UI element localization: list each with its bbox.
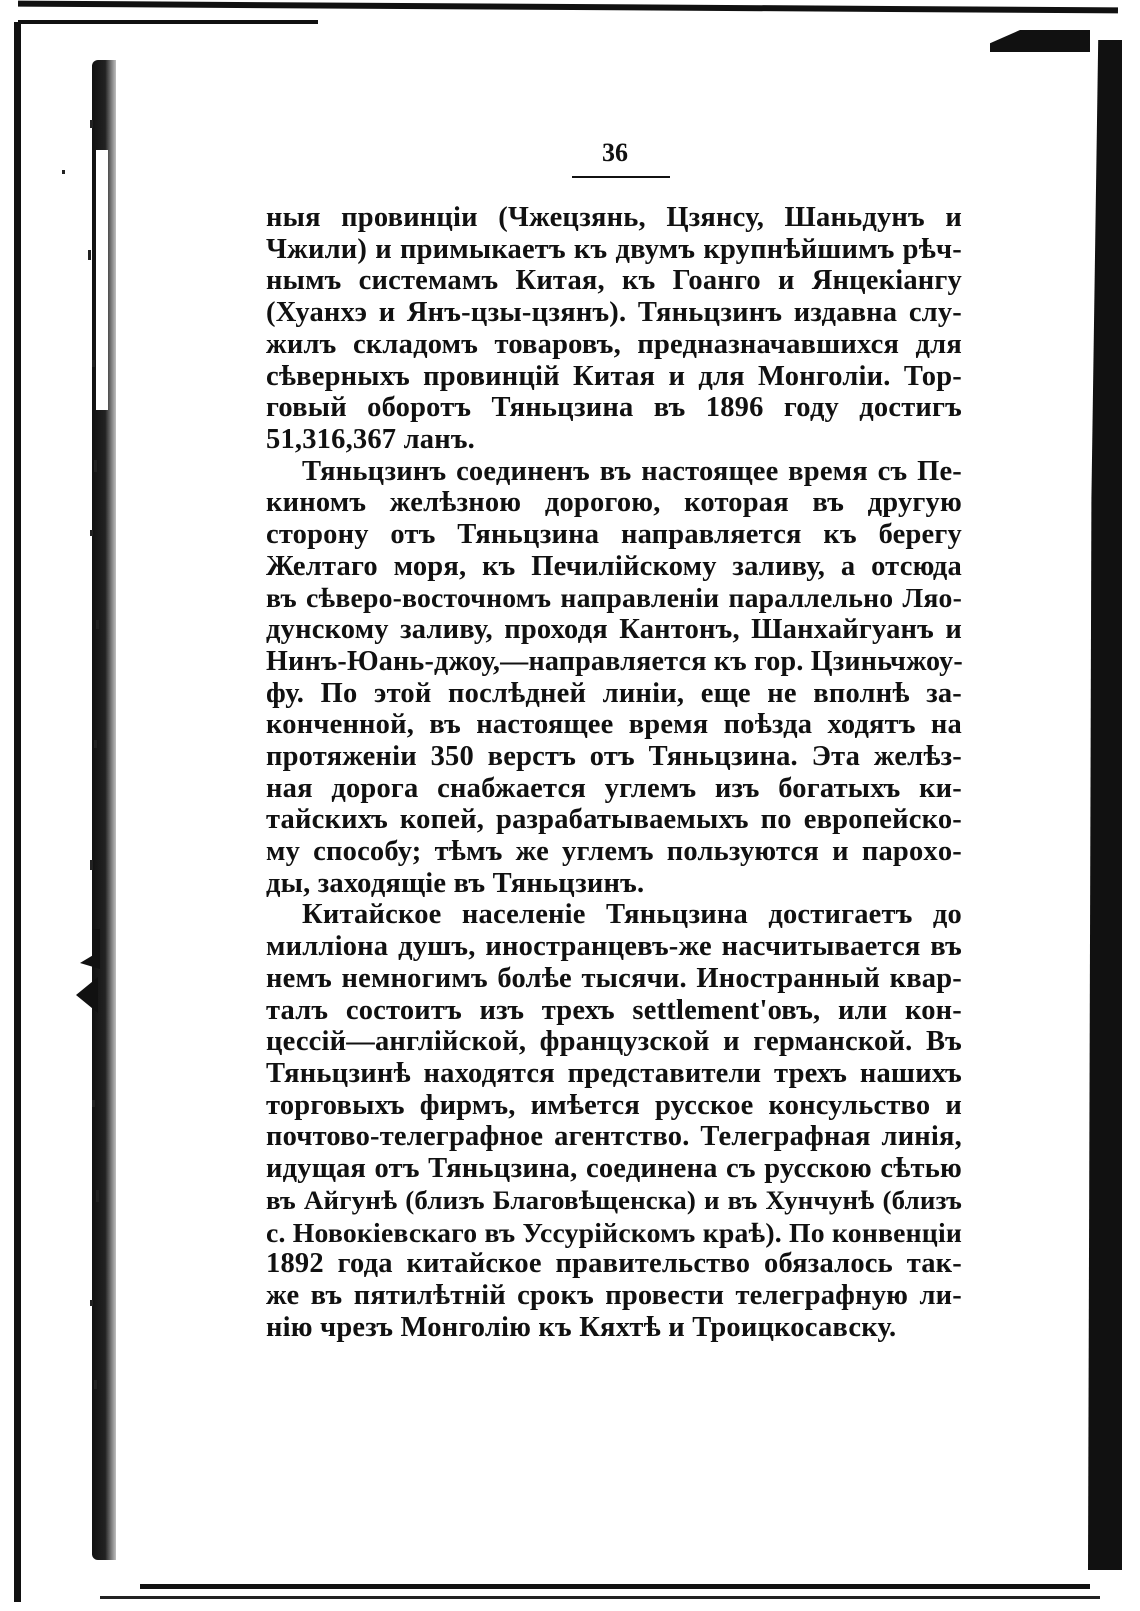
paragraph-1 bbox=[266, 202, 962, 456]
text-line: почтово-телеграфное агентство. Телеграфная линія, bbox=[266, 1121, 962, 1153]
text-line: с. Новокіевскаго въ Уссурійскомъ краѣ). По конвенціи bbox=[266, 1216, 962, 1248]
text-line: Китайское населеніе Тяньцзина достигаетъ до bbox=[302, 899, 962, 931]
text-line: киномъ желѣзною дорогою, которая въ другую bbox=[266, 487, 962, 519]
text-line: немъ немногимъ болѣе тысячи. Иностранный квар- bbox=[266, 962, 962, 994]
text-line: торговыхъ фирмъ, имѣется русское консульство и bbox=[266, 1089, 962, 1121]
scan-edge-bottom bbox=[140, 1584, 1090, 1589]
scan-corner-top-right bbox=[990, 30, 1090, 52]
text-line: талъ состоитъ изъ трехъ settlement'овъ, или кон- bbox=[266, 994, 962, 1026]
scan-edge-right bbox=[1088, 40, 1122, 1570]
text-line: цессій—англійской, французской и германской. Въ bbox=[266, 1026, 962, 1058]
text-line: (Хуанхэ и Янъ-цзы-цзянъ). Тяньцзинъ издавна слу- bbox=[266, 297, 962, 329]
text-line: конченной, въ настоящее время поѣзда ходятъ на bbox=[266, 709, 962, 741]
text-line: Нинъ-Юань-джоу,—направляется къ гор. Цзиньчжоу- bbox=[266, 645, 963, 677]
page-number-rule bbox=[572, 176, 670, 178]
spine-highlight bbox=[96, 150, 108, 410]
text-line: дунскому заливу, проходя Кантонъ, Шанхайгуанъ и bbox=[266, 614, 962, 646]
text-line: фу. По этой послѣдней линіи, еще не вполнѣ за- bbox=[266, 677, 962, 709]
text-line: жилъ складомъ товаровъ, предназначавшихся для bbox=[266, 328, 962, 360]
text-line: говый оборотъ Тяньцзина въ 1896 году достигъ bbox=[266, 392, 962, 424]
text-line: нымъ системамъ Китая, къ Гоанго и Янцекіангу bbox=[266, 265, 962, 297]
page-number: 36 bbox=[602, 138, 628, 167]
text-line: ная дорога снабжается углемъ изъ богатыхъ ки- bbox=[266, 772, 962, 804]
text-line: Чжили) и примыкаетъ къ двумъ крупнѣйшимъ рѣч- bbox=[266, 233, 962, 265]
text-line: 1892 года китайское правительство обязалось так- bbox=[266, 1248, 962, 1280]
text-line: Тяньцзинѣ находятся представители трехъ нашихъ bbox=[266, 1057, 962, 1089]
text-line: протяженіи 350 верстъ отъ Тяньцзина. Эта желѣз- bbox=[266, 740, 962, 772]
body-text bbox=[266, 202, 962, 1343]
paragraph-2 bbox=[266, 456, 962, 900]
text-line: тайскихъ копей, разрабатываемыхъ по европейско- bbox=[266, 804, 962, 836]
text-line: 51,316,367 ланъ. bbox=[266, 423, 475, 455]
scan-edge-top-inner bbox=[18, 20, 318, 24]
text-line: сторону отъ Тяньцзина направляется къ берегу bbox=[266, 519, 962, 551]
margin-pointer-mark bbox=[70, 925, 106, 1015]
text-line: ды, заходящіе въ Тяньцзинъ. bbox=[266, 867, 645, 899]
margin-specks bbox=[50, 100, 90, 1400]
text-line: милліона душъ, иностранцевъ-же насчитывается въ bbox=[266, 931, 962, 963]
text-line: нію чрезъ Монголію къ Кяхтѣ и Троицкосавску. bbox=[266, 1311, 897, 1343]
scan-edge-bottom-outer bbox=[100, 1596, 1100, 1599]
paragraph-3 bbox=[266, 899, 962, 1343]
text-line: му способу; тѣмъ же углемъ пользуются и пароxо- bbox=[266, 836, 962, 868]
text-line: идущая отъ Тяньцзина, соединена съ русскою сѣтью bbox=[266, 1153, 962, 1185]
text-line: ныя провинціи (Чжецзянь, Цзянсу, Шаньдунъ и bbox=[266, 202, 962, 233]
text-line: Тяньцзинъ соединенъ въ настоящее время съ Пе- bbox=[302, 455, 962, 487]
text-line: сѣверныхъ провинцій Китая и для Монголіи. Тор- bbox=[266, 360, 962, 392]
text-line: Желтаго моря, къ Печилійскому заливу, а отсюда bbox=[266, 550, 962, 582]
scan-edge-left bbox=[14, 22, 21, 1602]
text-line: въ сѣверо-восточномъ направленіи параллельно Ляо- bbox=[266, 582, 962, 614]
text-line: въ Айгунѣ (близъ Благовѣщенска) и въ Хунчунѣ (близъ bbox=[266, 1184, 962, 1215]
text-line: же въ пятилѣтній срокъ провести телеграфную ли- bbox=[266, 1279, 962, 1311]
scan-edge-top bbox=[18, 1, 1118, 14]
